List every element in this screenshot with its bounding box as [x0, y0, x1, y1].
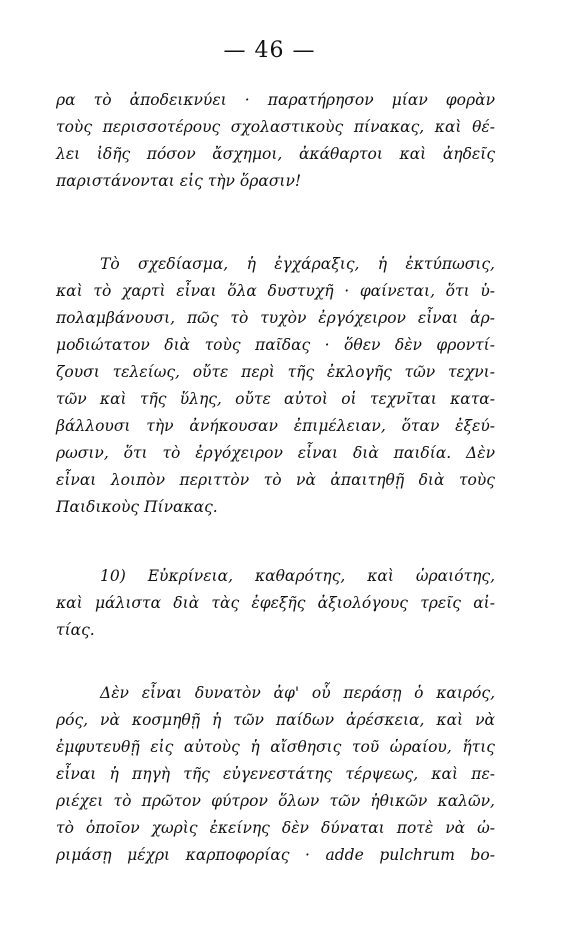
text-line: καὶ τὸ χαρτὶ εἶναι ὅλα δυστυχῆ · φαίνεται, ὅτι ὑ- — [56, 282, 495, 300]
text-line: τῶν καὶ τῆς ὕλης, οὔτε αὐτοὶ οἱ τεχνῖται κατα- — [56, 390, 495, 408]
paragraph-4 — [56, 680, 495, 869]
text-line: ἐμφυτευθῇ εἰς αὐτοὺς ἡ αἴσθησις τοῦ ὡραίου, ἥτις — [56, 738, 495, 756]
text-line: παριστάνονται εἰς τὴν ὅρασιν! — [56, 172, 302, 190]
text-line: ριμάσῃ μέχρι καρποφορίας · adde pulchrum bo- — [56, 846, 495, 864]
text-line: τὸ ὁποῖον χωρὶς ἐκείνης δὲν δύναται ποτὲ νὰ ὠ- — [56, 819, 495, 837]
text-line: Δὲν εἶναι δυνατὸν ἀφ' οὗ περάσῃ ὁ καιρός, — [100, 684, 495, 702]
text-line: ζουσι τελείως, οὔτε περὶ τῆς ἐκλογῆς τῶν τεχνι- — [56, 363, 495, 381]
text-line: Παιδικοὺς Πίνακας. — [56, 498, 218, 516]
text-line: λει ἰδῆς πόσον ἄσχημοι, ἀκάθαρτοι καὶ ἀηδεῖς — [56, 145, 495, 163]
text-line: τοὺς περισσοτέρους σχολαστικοὺς πίνακας, καὶ θέ- — [56, 118, 495, 136]
text-line: καὶ μάλιστα διὰ τὰς ἐφεξῆς ἀξιολόγους τρεῖς αἰ- — [56, 594, 495, 612]
paragraph-3 — [56, 563, 495, 644]
text-line: πολαμβάνουσι, πῶς τὸ τυχὸν ἐργόχειρον εἶναι ἁρ- — [56, 309, 495, 327]
text-line: μοδιώτατον διὰ τοὺς παῖδας · ὅθεν δὲν φροντί- — [56, 336, 495, 354]
text-line: ρός, νὰ κοσμηθῇ ἡ τῶν παίδων ἀρέσκεια, καὶ νὰ — [56, 711, 495, 729]
text-line: εἶναι ἡ πηγὴ τῆς εὐγενεστάτης τέρψεως, καὶ πε- — [56, 765, 495, 783]
text-line: βάλλουσι τὴν ἀνήκουσαν ἐπιμέλειαν, ὅταν ἐξεύ- — [56, 417, 495, 435]
text-line: εἶναι λοιπὸν περιττὸν τὸ νὰ ἀπαιτηθῇ διὰ τοὺς — [56, 471, 495, 489]
text-line: 10) Εὐκρίνεια, καθαρότης, καὶ ὡραιότης, — [100, 567, 495, 585]
paragraph-2 — [56, 251, 495, 521]
text-line: ρα τὸ ἀποδεικνύει · παρατήρησον μίαν φορὰν — [56, 91, 495, 109]
text-line: Τὸ σχεδίασμα, ἡ ἐγχάραξις, ἡ ἐκτύπωσις, — [100, 255, 495, 273]
page-number: — 46 — — [223, 38, 316, 63]
text-line: ρωσιν, ὅτι τὸ ἐργόχειρον εἶναι διὰ παιδία. Δὲν — [56, 444, 495, 462]
text-line: τίας. — [56, 621, 95, 639]
paragraph-1 — [56, 87, 495, 195]
text-line: ριέχει τὸ πρῶτον φύτρον ὅλων τῶν ἠθικῶν καλῶν, — [56, 792, 495, 810]
